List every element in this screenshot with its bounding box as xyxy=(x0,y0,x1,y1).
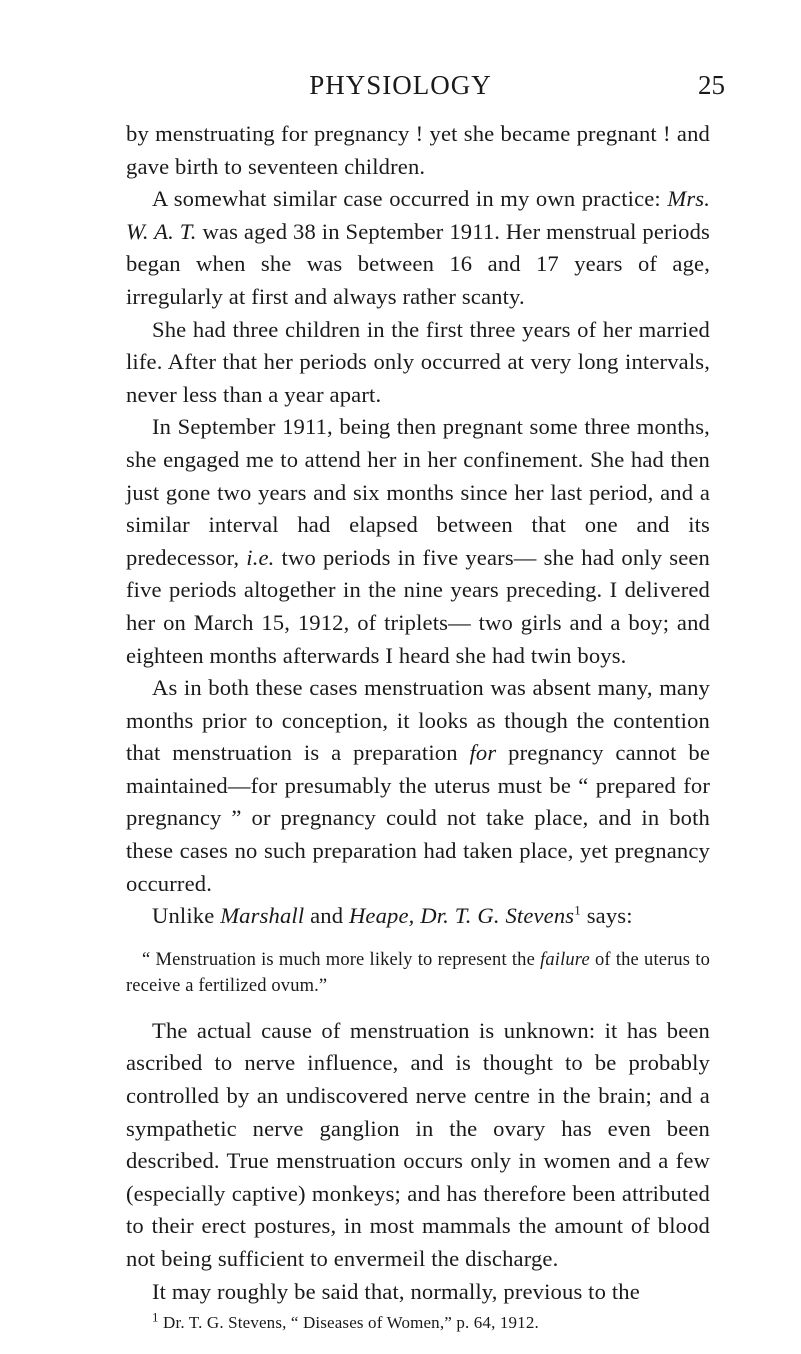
paragraph-6-text-a: Unlike xyxy=(152,903,221,929)
paragraph-2 xyxy=(126,183,710,313)
footnote-text: Dr. T. G. Stevens, “ Diseases of Women,” p. 64, 1912. xyxy=(158,1313,539,1333)
paragraph-7-text: The actual cause of menstruation is unknown: it has been ascribed to nerve influence, and is thought to be probably controlled by an undiscovered nerve centre in the brain; and a sympathetic nerve ganglion in the ovary has even been described. True menstruation occurs only in women and a few (especially captive) monkeys; and has therefore been attributed to their erect postures, in most mammals the amount of blood not being sufficient to envermeil the discharge. xyxy=(126,1017,710,1271)
paragraph-8 xyxy=(126,1276,710,1309)
footnote-marker: 1 xyxy=(152,1309,159,1325)
paragraph-6 xyxy=(126,900,710,933)
ie-abbreviation: i.e. xyxy=(246,544,275,570)
author-heape-stevens: Heape, Dr. T. G. Stevens xyxy=(348,903,575,929)
paragraph-6-and: and xyxy=(304,903,349,929)
page-number: 25 xyxy=(698,70,725,100)
block-quote xyxy=(126,947,710,999)
paragraph-5-text-b: pregnancy cannot be maintained—for presumably the uterus must be “ prepared for pregnancy ” or pregnancy could not take place, and in both these cases no such preparation had taken place, yet pregnancy occurred. xyxy=(126,740,710,896)
paragraph-1-text: by menstruating for pregnancy ! yet she became pregnant ! and gave birth to seventeen children. xyxy=(126,121,710,179)
page-header xyxy=(0,70,801,104)
quote-text-b: of the uterus to receive a fertilized ovum.” xyxy=(126,949,711,996)
paragraph-3 xyxy=(126,314,710,412)
footnote-reference: 1 xyxy=(574,902,581,918)
paragraph-4-text-b: two periods in five years— she had only seen five periods altogether in the nine years preceding. I delivered her on March 15, 1912, of triplets— two girls and a boy; and eighteen months afterwards I heard she had twin boys. xyxy=(126,544,710,668)
paragraph-4-text-a: In September 1911, being then pregnant some three months, she engaged me to attend her in her confinement. She had then just gone two years and six months since her last period, and a similar interval had elapsed between that one and its predecessor, xyxy=(126,414,710,570)
running-head: PHYSIOLOGY xyxy=(309,70,492,100)
paragraph-5 xyxy=(126,672,710,900)
author-marshall: Marshall xyxy=(220,903,305,929)
paragraph-6-text-b: says: xyxy=(580,903,633,929)
quote-text-a: “ Menstruation is much more likely to represent the xyxy=(142,949,541,970)
paragraph-2-text-a: A somewhat similar case occurred in my own practice: xyxy=(152,186,668,212)
paragraph-7 xyxy=(126,1015,710,1276)
paragraph-5-text-a: As in both these cases menstruation was absent many, many months prior to conception, it looks as though the contention that menstruation is a preparation xyxy=(126,675,710,766)
paragraph-1 xyxy=(126,118,710,183)
footnote xyxy=(126,1309,710,1334)
body-text xyxy=(126,118,710,1351)
paragraph-8-text: It may roughly be said that, normally, previous to the xyxy=(152,1278,640,1304)
emphasis-for: for xyxy=(469,740,497,766)
paragraph-2-text-b: was aged 38 in September 1911. Her menstrual periods began when she was between 16 and 17 years of age, irregularly at first and always rather scanty. xyxy=(126,218,710,309)
paragraph-4 xyxy=(126,411,710,672)
emphasis-failure: failure xyxy=(540,949,590,970)
patient-name: Mrs. W. A. T. xyxy=(126,186,710,244)
paragraph-3-text: She had three children in the first three years of her married life. After that her periods only occurred at very long intervals, never less than a year apart. xyxy=(126,316,710,407)
